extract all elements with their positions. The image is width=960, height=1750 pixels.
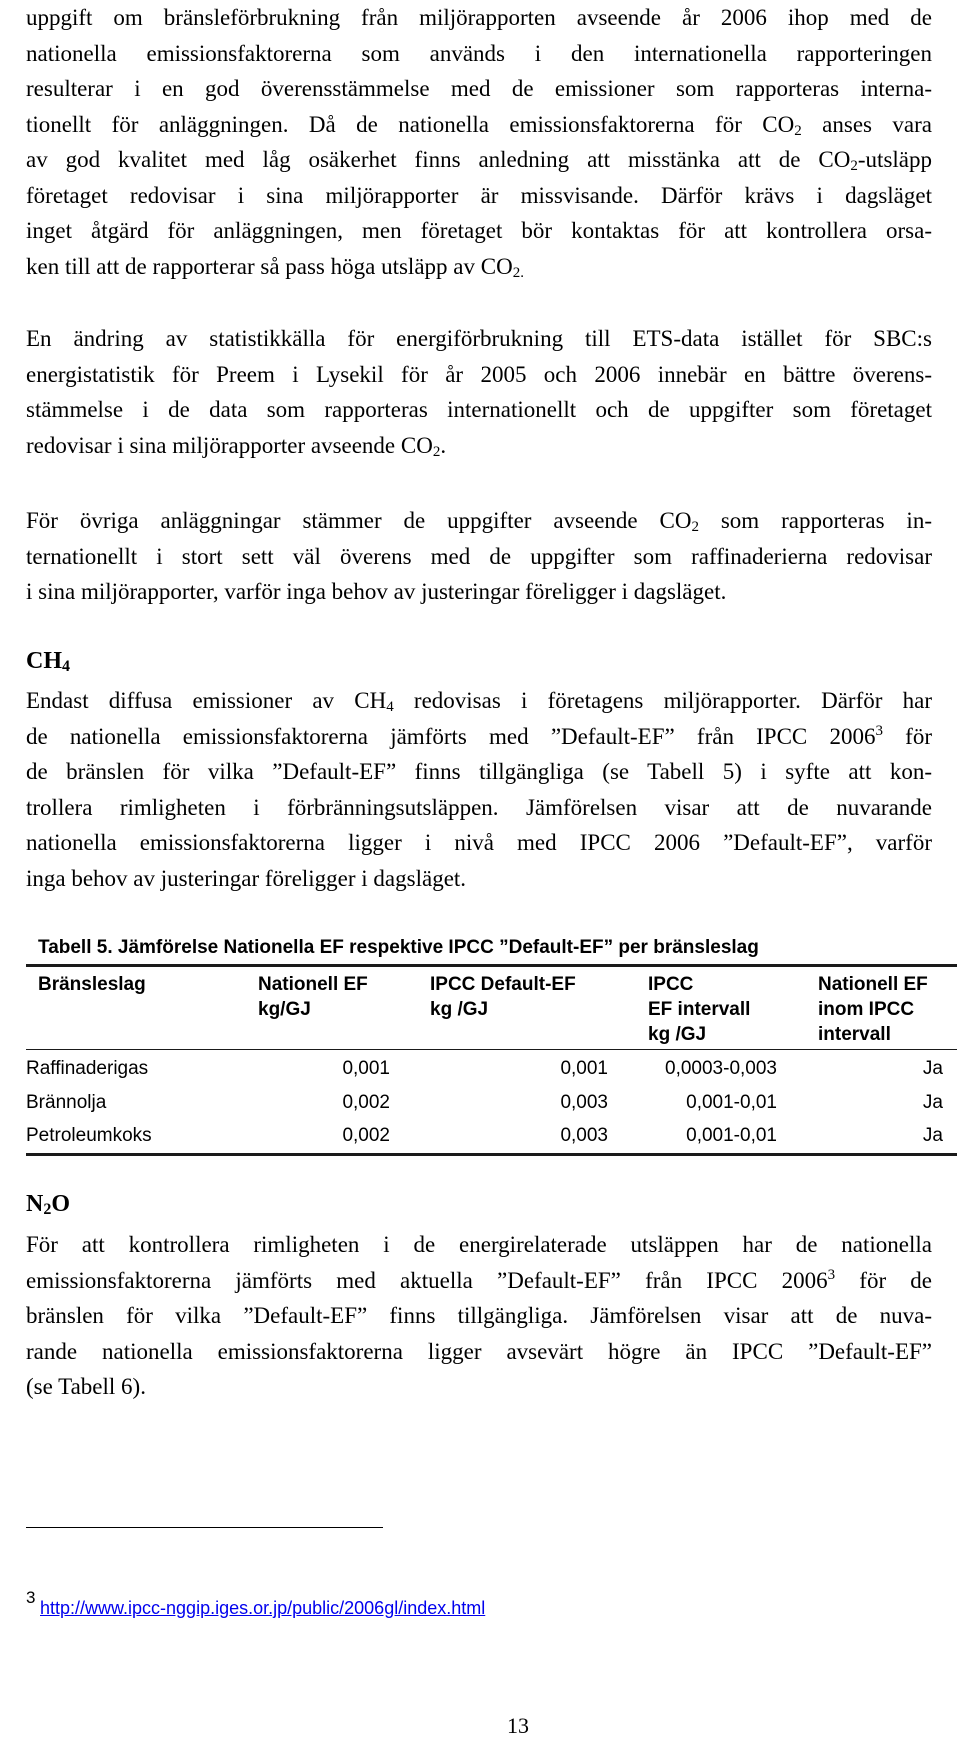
table-cell: 0,001 xyxy=(560,1058,608,1079)
text-line: trollera rimligheten i förbränningsutsläppen. Jämförelsen visar att de nuvarande xyxy=(26,794,932,820)
text-line: ternationellt i stort sett väl överens med de uppgifter som raffinaderierna redovisar xyxy=(26,543,932,569)
table-cell: 0,002 xyxy=(342,1092,390,1113)
section-heading-ch4: $CH_4$ xyxy=(26,648,70,675)
table-cell: 0,0003-0,003 xyxy=(665,1058,777,1079)
table-cell: Ja xyxy=(922,1125,943,1146)
paragraph-ch4 xyxy=(26,683,932,896)
text-line: energistatistik för Preem i Lysekil för år 2005 och 2006 innebär en bättre överens- xyxy=(26,361,932,387)
paragraph-n2o xyxy=(26,1227,932,1405)
text-line: de bränslen för vilka ”Default-EF” finns tillgängliga (se Tabell 5) i syfte att kon- xyxy=(26,759,932,784)
paragraph-ovriga-anlaggningar xyxy=(26,503,932,610)
table-cell: 0,001-0,01 xyxy=(686,1125,777,1146)
text-line: resulterar i en god överensstämmelse med de emissioner som rapporteras interna- xyxy=(26,76,932,101)
footnote-separator xyxy=(26,1527,383,1528)
text-line: bränslen för vilka ”Default-EF” finns tillgängliga. Jämförelsen visar att de nuva- xyxy=(26,1303,932,1328)
text-line: För övriga anläggningar stämmer de uppgifter avseende $CO_2$ som rapporteras in- xyxy=(26,508,932,535)
footnote-reference[interactable]: 3 xyxy=(827,1266,836,1283)
table-cell: 0,003 xyxy=(560,1092,608,1113)
text-line: nationella emissionsfaktorerna ligger i nivå med IPCC 2006 ”Default-EF”, varför xyxy=(26,830,932,855)
table-cell: 0,002 xyxy=(342,1125,390,1146)
footnote-link[interactable]: http://www.ipcc-nggip.iges.or.jp/public/2006gl/index.html xyxy=(40,1598,486,1618)
text-line: företaget redovisar i sina miljörapporter är missvisande. Därför krävs i dagsläget xyxy=(26,182,932,208)
column-header-inom-intervall: Nationell EF inom IPCC intervall xyxy=(818,974,928,1045)
section-heading-n2o: $N_2O$ xyxy=(26,1191,71,1218)
column-header-branslesag: Bränsleslag xyxy=(38,974,146,995)
paragraph-co2-miljorapport xyxy=(26,0,932,284)
column-header-ipcc-default-ef: IPCC Default-EF kg /GJ xyxy=(430,974,576,1020)
table-header-rule xyxy=(26,1049,957,1050)
table-cell: Ja xyxy=(922,1058,943,1079)
table-bottom-rule xyxy=(26,1153,957,1156)
table-caption: Tabell 5. Jämförelse Nationella EF respektive IPCC ”Default-EF” per bränsleslag xyxy=(38,937,759,958)
text-line: En ändring av statistikkälla för energiförbrukning till ETS-data istället för SBC:s xyxy=(26,326,932,351)
table-top-rule xyxy=(26,964,957,967)
table-cell: 0,003 xyxy=(560,1125,608,1146)
table-cell: 0,001-0,01 xyxy=(686,1092,777,1113)
text-line: stämmelse i de data som rapporteras internationellt och de uppgifter som företaget xyxy=(26,397,932,422)
text-line: nationella emissionsfaktorerna som används i den internationella rapporteringen xyxy=(26,40,932,66)
table-cell: Ja xyxy=(922,1092,943,1113)
table-cell: Petroleumkoks xyxy=(26,1125,152,1146)
footnote-reference[interactable]: 3 xyxy=(875,722,883,739)
text-line: uppgift om bränsleförbrukning från miljörapporten avseende år 2006 ihop med de xyxy=(26,5,932,30)
column-header-ipcc-ef-intervall: IPCC EF intervall kg /GJ xyxy=(648,974,751,1045)
text-line: i sina miljörapporter, varför inga behov av justeringar föreligger i dagsläget. xyxy=(26,579,727,604)
text-line: redovisar i sina miljörapporter avseende $CO_2$. xyxy=(26,432,447,460)
text-line: inget åtgärd för anläggningen, men företaget bör kontaktas för att kontrollera orsa- xyxy=(26,218,932,243)
table-cell: Brännolja xyxy=(26,1092,107,1113)
paragraph-preem-lysekil xyxy=(26,321,932,463)
text-line: inga behov av justeringar föreligger i dagsläget. xyxy=(26,865,467,891)
text-line: (se Tabell 6). xyxy=(26,1374,146,1399)
text-line: de nationella emissionsfaktorerna jämförts med ”Default-EF” från IPCC 2006$^3$ för xyxy=(26,722,932,749)
text-line: tionellt för anläggningen. Då de nationella emissionsfaktorerna för $CO_2$ anses vara xyxy=(26,111,932,139)
text-line: rande nationella emissionsfaktorerna ligger avsevärt högre än IPCC ”Default-EF” xyxy=(26,1338,932,1364)
text-line: av god kvalitet med låg osäkerhet finns anledning att misstänka att de $CO_2$-utsläpp xyxy=(26,147,932,174)
table-cell: Raffinaderigas xyxy=(26,1058,149,1079)
column-header-nationell-ef: Nationell EF kg/GJ xyxy=(258,974,368,1020)
table-cell: 0,001 xyxy=(342,1058,390,1079)
page-number: 13 xyxy=(507,1713,529,1738)
text-line: emissionsfaktorerna jämförts med aktuella ”Default-EF” från IPCC 2006$^3$ för de xyxy=(26,1266,933,1293)
footnote-number: 3 xyxy=(26,1588,36,1607)
text-line: Endast diffusa emissioner av $CH_4$ redovisas i företagens miljörapporter. Därför har xyxy=(26,688,932,715)
text-line: För att kontrollera rimligheten i de energirelaterade utsläppen har de nationella xyxy=(26,1232,932,1257)
text-line: ken till att de rapporterar så pass höga utsläpp av $CO_{2.}$ xyxy=(26,253,524,281)
